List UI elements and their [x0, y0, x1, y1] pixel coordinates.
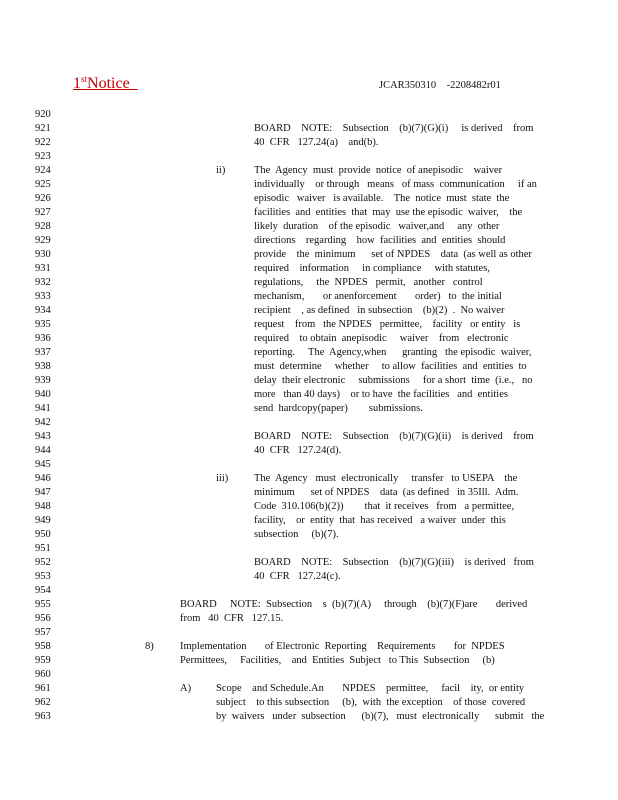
item-ii-text: reporting. The Agency,when granting the episodic waiver,	[254, 347, 532, 358]
item-8-heading: Implementation of Electronic Reporting Requirements for NPDES	[180, 641, 505, 652]
line-number: 942	[35, 417, 51, 428]
board-note-a-f-cont: from 40 CFR 127.15.	[180, 613, 284, 624]
item-a-marker: A)	[180, 683, 192, 694]
line-number: 933	[35, 291, 51, 302]
line-number: 941	[35, 403, 51, 414]
line-number: 955	[35, 599, 51, 610]
item-ii-text: mechanism, or anenforcement order) to the initial	[254, 291, 502, 302]
line-number: 946	[35, 473, 51, 484]
line-number: 963	[35, 711, 51, 722]
line-number: 940	[35, 389, 51, 400]
line-number: 962	[35, 697, 51, 708]
line-number: 952	[35, 557, 51, 568]
line-number: 948	[35, 501, 51, 512]
line-number: 959	[35, 655, 51, 666]
item-a-text: by waivers under subsection (b)(7), must electronically submit the	[216, 711, 545, 722]
line-number: 938	[35, 361, 51, 372]
line-number: 954	[35, 585, 51, 596]
item-ii-text: delay their electronic submissions for a short time (i.e., no	[254, 375, 533, 386]
line-number: 949	[35, 515, 51, 526]
line-number: 947	[35, 487, 51, 498]
line-number: 951	[35, 543, 51, 554]
item-ii-text: recipient , as defined in subsection (b)(2) . No waiver	[254, 305, 505, 316]
board-note-g-i-cont: 40 CFR 127.24(a) and(b).	[254, 137, 379, 148]
item-ii-text: required information in compliance with statutes,	[254, 263, 490, 274]
line-number: 932	[35, 277, 51, 288]
item-a-text: Scope and Schedule.An NPDES permittee, facil ity, or entity	[216, 683, 525, 694]
line-number: 928	[35, 221, 51, 232]
line-number: 939	[35, 375, 51, 386]
item-ii-text: request from the NPDES permittee, facility or entity is	[254, 319, 521, 330]
board-note-g-iii-cont: 40 CFR 127.24(c).	[254, 571, 341, 582]
line-number: 925	[35, 179, 51, 190]
line-number: 957	[35, 627, 51, 638]
line-number: 930	[35, 249, 51, 260]
document-code: JCAR350310 -2208482r01	[379, 80, 501, 91]
item-a-text: subject to this subsection (b), with the exception of those covered	[216, 697, 526, 708]
item-ii-text: more than 40 days) or to have the facilities and entities	[254, 389, 508, 400]
line-number: 960	[35, 669, 51, 680]
item-ii-text: episodic waiver is available. The notice must state the	[254, 193, 510, 204]
notice-label: 1stNotice	[73, 74, 130, 92]
item-iii-text: The Agency must electronically transfer to USEPA the	[254, 473, 518, 484]
item-ii-text: provide the minimum set of NPDES data (as well as other	[254, 249, 532, 260]
line-number: 921	[35, 123, 51, 134]
line-number: 944	[35, 445, 51, 456]
line-number: 934	[35, 305, 51, 316]
item-8-heading-cont: Permittees, Facilities, and Entities Subject to This Subsection (b)	[180, 655, 495, 666]
line-number: 945	[35, 459, 51, 470]
line-number: 924	[35, 165, 51, 176]
line-number: 943	[35, 431, 51, 442]
line-number: 926	[35, 193, 51, 204]
line-number: 950	[35, 529, 51, 540]
line-number: 958	[35, 641, 51, 652]
line-number: 953	[35, 571, 51, 582]
item-ii-text: send hardcopy(paper) submissions.	[254, 403, 423, 414]
item-iii-text: Code 310.106(b)(2)) that it receives from a permittee,	[254, 501, 515, 512]
item-iii-text: minimum set of NPDES data (as defined in 35Ill. Adm.	[254, 487, 519, 498]
item-ii-text: required to obtain anepisodic waiver from electronic	[254, 333, 509, 344]
line-number: 923	[35, 151, 51, 162]
item-iii-text: subsection (b)(7).	[254, 529, 339, 540]
item-ii-text: directions regarding how facilities and entities should	[254, 235, 506, 246]
board-note-g-ii-cont: 40 CFR 127.24(d).	[254, 445, 342, 456]
line-number: 922	[35, 137, 51, 148]
board-note-g-iii: BOARD NOTE: Subsection (b)(7)(G)(iii) is derived from	[254, 557, 534, 568]
item-ii-text: facilities and entities that may use the episodic waiver, the	[254, 207, 523, 218]
board-note-g-i: BOARD NOTE: Subsection (b)(7)(G)(i) is derived from	[254, 123, 534, 134]
item-ii-text: The Agency must provide notice of anepisodic waiver	[254, 165, 503, 176]
line-number: 920	[35, 109, 51, 120]
board-note-g-ii: BOARD NOTE: Subsection (b)(7)(G)(ii) is derived from	[254, 431, 534, 442]
item-ii-text: regulations, the NPDES permit, another control	[254, 277, 483, 288]
item-ii-text: must determine whether to allow facilities and entities to	[254, 361, 527, 372]
line-number: 935	[35, 319, 51, 330]
line-number: 937	[35, 347, 51, 358]
line-number: 961	[35, 683, 51, 694]
item-ii-marker: ii)	[216, 165, 226, 176]
item-8-marker: 8)	[145, 641, 154, 652]
line-number: 931	[35, 263, 51, 274]
item-ii-text: likely duration of the episodic waiver,and any other	[254, 221, 500, 232]
item-iii-text: facility, or entity that has received a waiver under this	[254, 515, 506, 526]
item-ii-text: individually or through means of mass communication if an	[254, 179, 537, 190]
line-number: 927	[35, 207, 51, 218]
line-number: 956	[35, 613, 51, 624]
board-note-a-f: BOARD NOTE: Subsection s (b)(7)(A) through (b)(7)(F)are derived	[180, 599, 528, 610]
line-number: 936	[35, 333, 51, 344]
line-number: 929	[35, 235, 51, 246]
item-iii-marker: iii)	[216, 473, 229, 484]
